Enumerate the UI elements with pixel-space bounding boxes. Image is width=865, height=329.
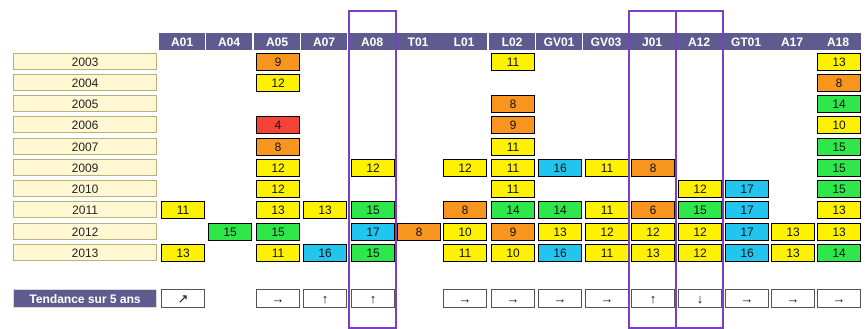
year-label: 2013 xyxy=(13,244,157,261)
trend-arrow-a01: ↗ xyxy=(161,289,205,308)
score-cell: 13 xyxy=(631,244,675,262)
trend-arrow-j01: ↑ xyxy=(631,289,675,308)
score-cell: 10 xyxy=(443,223,487,241)
score-cell: 12 xyxy=(678,223,722,241)
column-header-a01: A01 xyxy=(159,33,206,50)
score-cell: 13 xyxy=(161,244,205,262)
score-cell: 17 xyxy=(725,223,769,241)
score-cell: 11 xyxy=(256,244,300,262)
trend-arrow-a18: → xyxy=(817,289,861,308)
column-header-gv01: GV01 xyxy=(536,33,583,50)
trend-arrow-a08: ↑ xyxy=(351,289,395,308)
column-header-gt01: GT01 xyxy=(723,33,770,50)
score-cell: 8 xyxy=(397,223,441,241)
trend-arrow-gt01: → xyxy=(725,289,769,308)
year-label: 2009 xyxy=(13,159,157,176)
column-header-a07: A07 xyxy=(301,33,348,50)
score-cell: 12 xyxy=(256,180,300,198)
score-cell: 15 xyxy=(678,201,722,219)
score-cell: 15 xyxy=(817,159,861,177)
score-cell: 13 xyxy=(303,201,347,219)
score-cell: 10 xyxy=(491,244,535,262)
score-cell: 11 xyxy=(585,244,629,262)
score-cell: 12 xyxy=(443,159,487,177)
score-cell: 15 xyxy=(817,138,861,156)
year-label: 2010 xyxy=(13,180,157,197)
column-header-a04: A04 xyxy=(206,33,253,50)
trend-arrow-a07: ↑ xyxy=(303,289,347,308)
column-header-a17: A17 xyxy=(769,33,816,50)
column-header-a12: A12 xyxy=(676,33,723,50)
score-cell: 13 xyxy=(771,244,815,262)
trend-arrow-l01: → xyxy=(443,289,487,308)
trend-arrow-gv03: → xyxy=(585,289,629,308)
score-cell: 13 xyxy=(256,201,300,219)
score-cell: 15 xyxy=(351,244,395,262)
column-header-a18: A18 xyxy=(815,33,862,50)
score-cell: 12 xyxy=(585,223,629,241)
highlight-frame-a12 xyxy=(675,10,724,329)
score-cell: 6 xyxy=(631,201,675,219)
score-cell: 15 xyxy=(817,180,861,198)
score-cell: 11 xyxy=(491,159,535,177)
year-label: 2006 xyxy=(13,116,157,133)
score-cell: 8 xyxy=(817,74,861,92)
score-cell: 12 xyxy=(678,180,722,198)
trend-arrow-gv01: → xyxy=(538,289,582,308)
score-cell: 8 xyxy=(256,138,300,156)
year-label: 2007 xyxy=(13,138,157,155)
score-cell: 13 xyxy=(817,223,861,241)
score-cell: 14 xyxy=(817,244,861,262)
score-cell: 15 xyxy=(256,223,300,241)
trend-arrow-l02: → xyxy=(491,289,535,308)
score-cell: 12 xyxy=(678,244,722,262)
score-cell: 12 xyxy=(256,159,300,177)
score-cell: 8 xyxy=(631,159,675,177)
score-cell: 9 xyxy=(256,53,300,71)
score-cell: 17 xyxy=(351,223,395,241)
score-cell: 14 xyxy=(538,201,582,219)
score-cell: 16 xyxy=(303,244,347,262)
column-header-l01: L01 xyxy=(441,33,488,50)
score-cell: 14 xyxy=(817,95,861,113)
score-cell: 11 xyxy=(585,201,629,219)
score-cell: 10 xyxy=(817,116,861,134)
score-cell: 11 xyxy=(443,244,487,262)
column-header-t01: T01 xyxy=(395,33,442,50)
score-cell: 9 xyxy=(491,223,535,241)
score-cell: 11 xyxy=(491,138,535,156)
score-cell: 13 xyxy=(817,53,861,71)
year-label: 2012 xyxy=(13,223,157,240)
score-cell: 15 xyxy=(208,223,252,241)
score-cell: 17 xyxy=(725,180,769,198)
score-cell: 16 xyxy=(725,244,769,262)
column-header-a05: A05 xyxy=(254,33,301,50)
column-header-j01: J01 xyxy=(629,33,676,50)
score-cell: 13 xyxy=(538,223,582,241)
score-cell: 16 xyxy=(538,244,582,262)
trend-arrow-a12: ↓ xyxy=(678,289,722,308)
score-cell: 12 xyxy=(256,74,300,92)
year-label: 2004 xyxy=(13,74,157,91)
score-cell: 11 xyxy=(491,53,535,71)
score-cell: 8 xyxy=(491,95,535,113)
score-cell: 16 xyxy=(538,159,582,177)
score-cell: 9 xyxy=(491,116,535,134)
column-header-gv03: GV03 xyxy=(583,33,630,50)
score-cell: 13 xyxy=(817,201,861,219)
score-cell: 15 xyxy=(351,201,395,219)
score-cell: 4 xyxy=(256,116,300,134)
score-cell: 11 xyxy=(491,180,535,198)
score-cell: 17 xyxy=(725,201,769,219)
score-cell: 14 xyxy=(491,201,535,219)
score-cell: 12 xyxy=(351,159,395,177)
score-cell: 8 xyxy=(443,201,487,219)
score-cell: 13 xyxy=(771,223,815,241)
trend-arrow-a05: → xyxy=(256,289,300,308)
column-header-l02: L02 xyxy=(489,33,536,50)
column-header-a08: A08 xyxy=(349,33,396,50)
year-label: 2011 xyxy=(13,201,157,218)
year-label: 2003 xyxy=(13,53,157,70)
score-cell: 11 xyxy=(161,201,205,219)
score-cell: 11 xyxy=(585,159,629,177)
trend-arrow-a17: → xyxy=(771,289,815,308)
year-label: 2005 xyxy=(13,95,157,112)
score-cell: 12 xyxy=(631,223,675,241)
trend-label: Tendance sur 5 ans xyxy=(13,289,157,308)
